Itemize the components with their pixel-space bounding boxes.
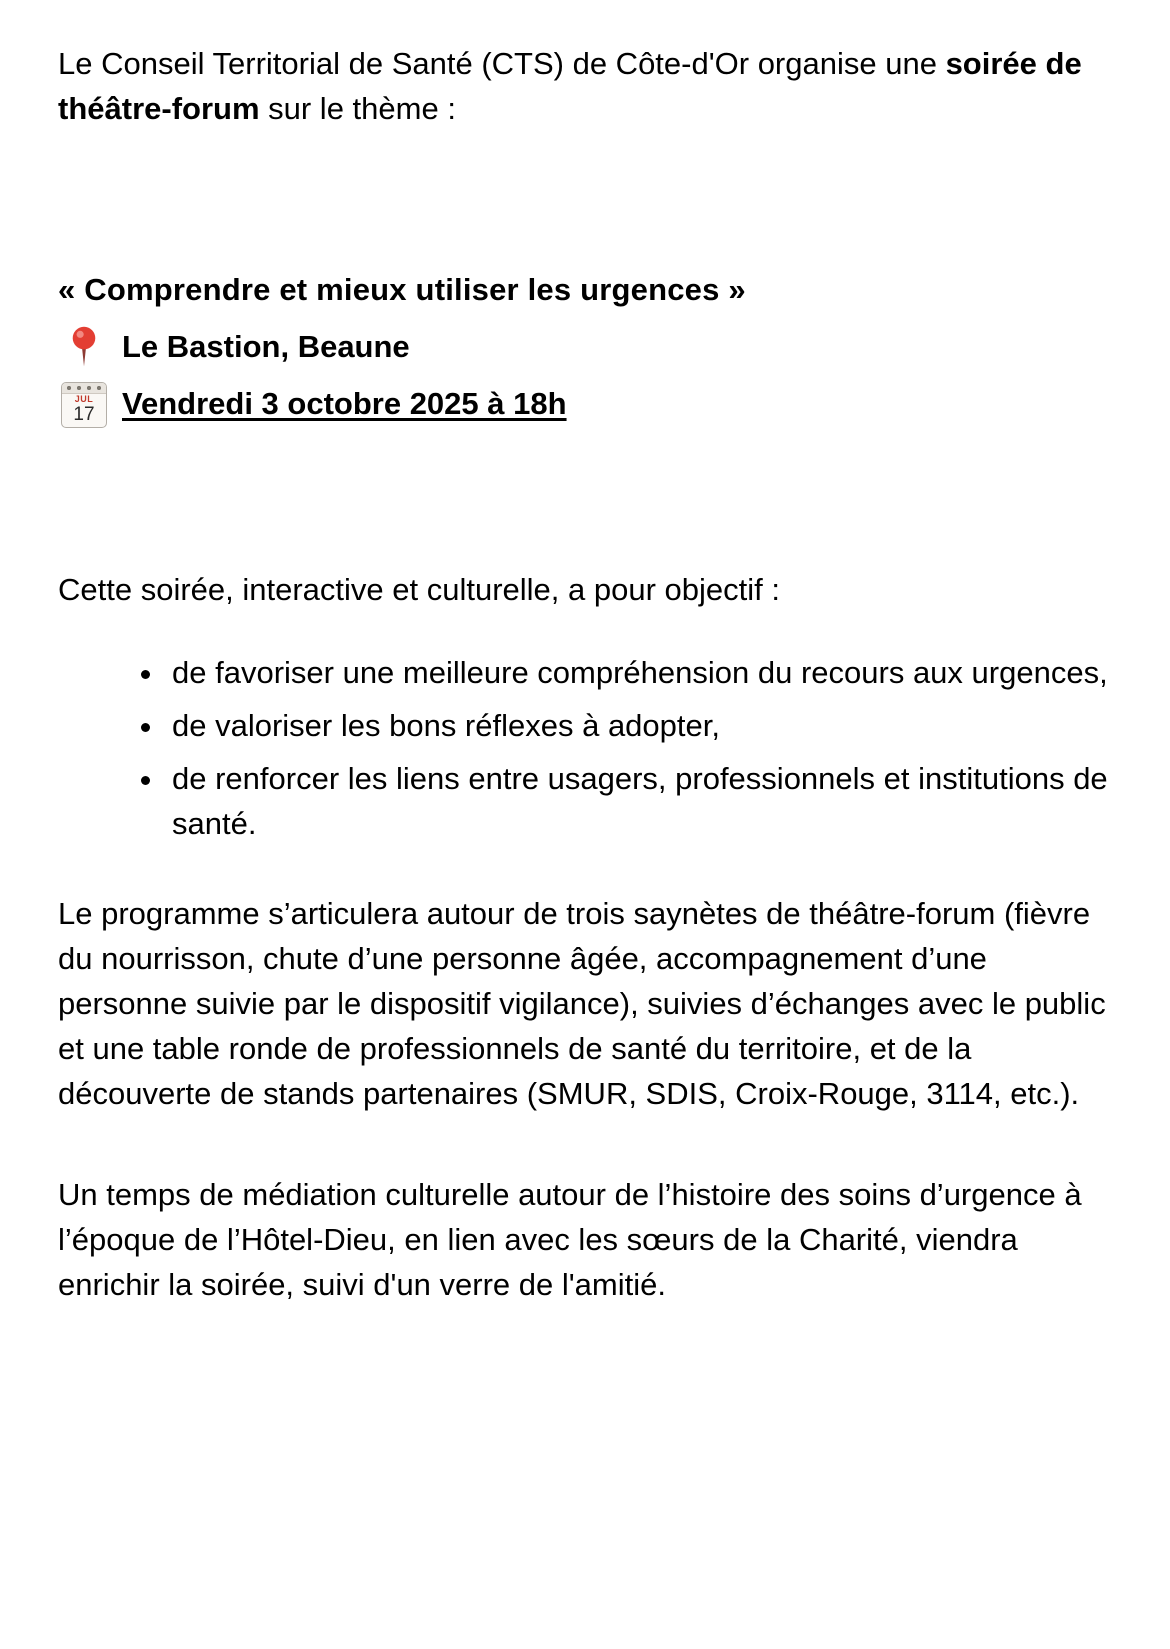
objectives-lead: Cette soirée, interactive et culturelle, a pour objectif :: [58, 571, 780, 607]
event-date-line: [58, 382, 1112, 428]
program-paragraph: Le programme s’articulera autour de trois saynètes de théâtre-forum (fièvre du nourrisson, chute d’une personne âgée, accompagnement d’une personne suivie par le dispositif vigilance), suivies d’échanges avec le public et une table ronde de professionnels de santé du territoire, et de la découverte de stands partenaires (SMUR, SDIS, Croix-Rouge, 3114, etc.).: [58, 896, 1106, 1112]
event-title: « Comprendre et mieux utiliser les urgences »: [58, 271, 746, 307]
calendar-rings: [62, 383, 106, 394]
list-item: [166, 704, 1112, 749]
mediation-paragraph: Un temps de médiation culturelle autour de l’histoire des soins d’urgence à l’époque de l’Hôtel-Dieu, en lien avec les sœurs de la Charité, viendra enrichir la soirée, suivi d'un verre de l'amitié.: [58, 1177, 1082, 1302]
intro-paragraph: [58, 42, 1112, 132]
objective-1: de favoriser une meilleure compréhension du recours aux urgences,: [172, 654, 1108, 690]
list-item: [166, 651, 1112, 696]
event-date-link[interactable]: Vendredi 3 octobre 2025 à 18h: [122, 386, 567, 422]
event-location: Le Bastion, Beaune: [122, 328, 410, 364]
calendar-day: 17: [73, 403, 95, 425]
objectives-list: [58, 651, 1112, 847]
event-location-line: [58, 325, 1112, 370]
calendar-month: JUL: [74, 393, 94, 404]
intro-text-after: sur le thème :: [259, 90, 456, 126]
pin-icon: [58, 325, 110, 369]
objective-2: de valoriser les bons réflexes à adopter,: [172, 707, 720, 743]
objective-3: de renforcer les liens entre usagers, professionnels et institutions de santé.: [172, 760, 1108, 841]
intro-text-before: Le Conseil Territorial de Santé (CTS) de Côte-d'Or organise une: [58, 46, 946, 81]
calendar-icon: [58, 382, 110, 428]
list-item: [166, 757, 1112, 847]
intro-bold-phrase: soirée de théâtre-forum: [58, 46, 1082, 126]
